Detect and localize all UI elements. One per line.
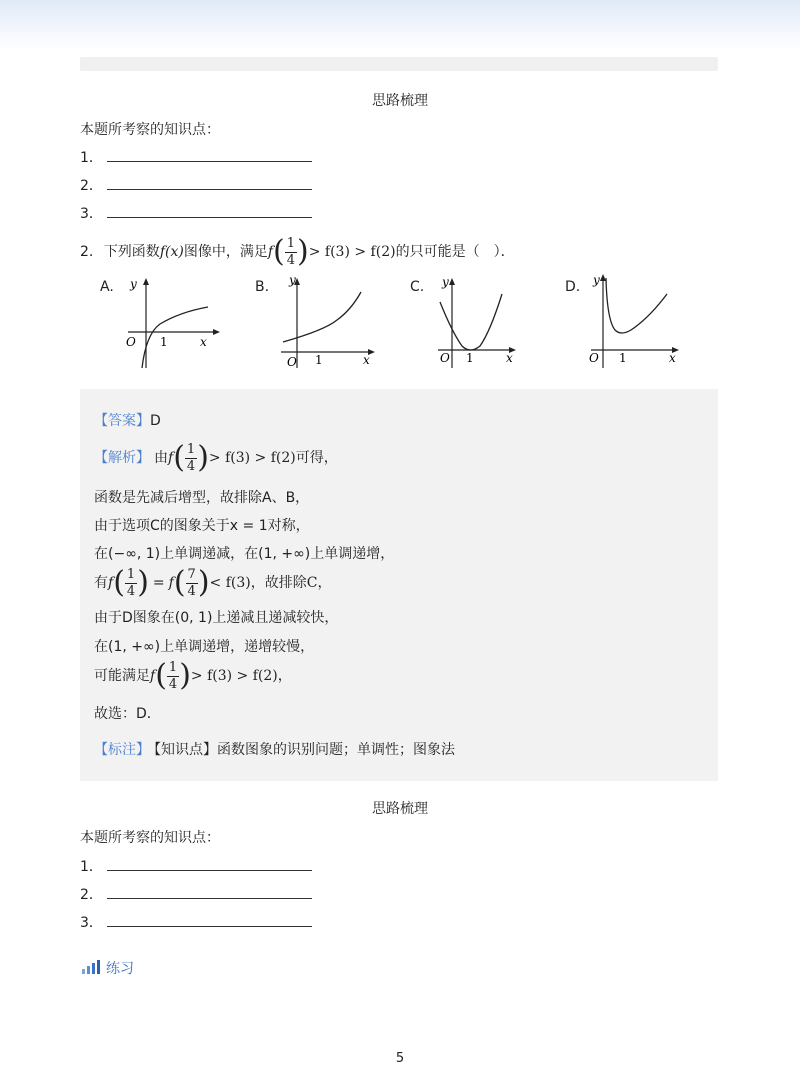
kp-item-2: 2．: [80, 175, 312, 195]
section-title: 思路梳理: [372, 93, 428, 109]
bar-chart-icon: [82, 960, 100, 974]
option-a-label[interactable]: A.: [100, 279, 114, 295]
blank-line[interactable]: [107, 176, 312, 190]
analysis-line-7: 在(1, +∞)上单调递增，递增较慢，: [94, 639, 315, 655]
origin-label: O: [589, 351, 599, 365]
origin-label: O: [126, 335, 136, 349]
answer-line: [94, 410, 161, 430]
axis-label-x: x: [669, 351, 676, 365]
gray-strip: [80, 57, 718, 71]
note-tag: 【标注】: [94, 742, 150, 758]
question-stem: 2. 下列函数f(x)图像中，满足f( $\frac{1}{4}$ )> f(3) > f(2)的只可能是（ ）．: [80, 234, 515, 269]
fraction: $\frac{1}{4}$: [126, 566, 136, 599]
kp-item-1: 1．: [80, 856, 312, 876]
analysis-line-6: 由于D图象在(0, 1)上递减且递减较快，: [94, 610, 339, 626]
blank-line[interactable]: [107, 204, 312, 218]
section-title: 思路梳理: [372, 801, 428, 817]
blank-line[interactable]: [107, 885, 312, 899]
analysis-line-4: 在(−∞, 1)上单调递减，在(1, +∞)上单调递增，: [94, 546, 395, 562]
axis-label-y: y: [442, 275, 449, 289]
func-fx: f(x): [159, 244, 184, 260]
analysis-line-3: 由于选项C的图象关于x = 1对称，: [94, 518, 310, 534]
blank-line[interactable]: [107, 148, 312, 162]
answer-value: D: [150, 413, 161, 429]
option-c-label[interactable]: C.: [410, 279, 425, 295]
analysis-line-1: 【解析】 由f( $\frac{1}{4}$ )> f(3) > f(2)可得，: [94, 440, 338, 475]
tick-label: 1: [466, 351, 474, 365]
option-b-graph[interactable]: [275, 272, 380, 372]
fraction: $\frac{1}{4}$: [286, 235, 296, 268]
tick-label: 1: [160, 335, 168, 349]
origin-label: O: [287, 355, 297, 369]
option-d-graph[interactable]: [585, 270, 685, 372]
note-line: 【标注】 【知识点】函数图象的识别问题；单调性；图象法: [94, 742, 455, 758]
kp-item-3: 3．: [80, 203, 312, 223]
blank-line[interactable]: [107, 913, 312, 927]
practice-heading: [82, 958, 134, 978]
axis-label-y: y: [130, 277, 137, 291]
analysis-line-8: 可能满足f( $\frac{1}{4}$ )> f(3) > f(2)，: [94, 658, 292, 693]
analysis-line-9: 故选：D．: [94, 706, 161, 722]
analysis-tag: 【解析】: [94, 450, 150, 466]
axis-label-x: x: [200, 335, 207, 349]
axis-label-y: y: [593, 273, 600, 287]
fraction: $\frac{7}{4}$: [187, 566, 196, 599]
practice-label: 练习: [106, 961, 134, 977]
fraction: $\frac{1}{4}$: [168, 659, 178, 692]
tick-label: 1: [315, 353, 323, 367]
option-a-graph[interactable]: [120, 272, 220, 372]
kp-item-1: 1．: [80, 147, 312, 167]
option-b-label[interactable]: B.: [255, 279, 270, 295]
blank-line[interactable]: [107, 857, 312, 871]
kp-item-2: 2．: [80, 884, 312, 904]
answer-tag: 【答案】: [94, 413, 150, 429]
origin-label: O: [440, 351, 450, 365]
kp-intro: 本题所考察的知识点：: [80, 122, 220, 138]
analysis-line-5: 有f( $\frac{1}{4}$ ) = f( $\frac{7}{4}$ )< f(3)，故排除C，: [94, 565, 332, 600]
axis-label-x: x: [363, 353, 370, 367]
tick-label: 1: [619, 351, 627, 365]
analysis-line-2: 函数是先减后增型，故排除A、B，: [94, 490, 310, 506]
kp-item-3: 3．: [80, 912, 312, 932]
page-number: 5: [395, 1051, 405, 1066]
question-number: 2.: [80, 244, 94, 260]
fraction: $\frac{1}{4}$: [186, 441, 196, 474]
axis-label-x: x: [506, 351, 513, 365]
axis-label-y: y: [289, 273, 296, 287]
option-d-label[interactable]: D.: [565, 279, 581, 295]
kp-intro: 本题所考察的知识点：: [80, 830, 220, 846]
top-gradient-band: [0, 0, 800, 50]
option-c-graph[interactable]: [432, 272, 522, 372]
